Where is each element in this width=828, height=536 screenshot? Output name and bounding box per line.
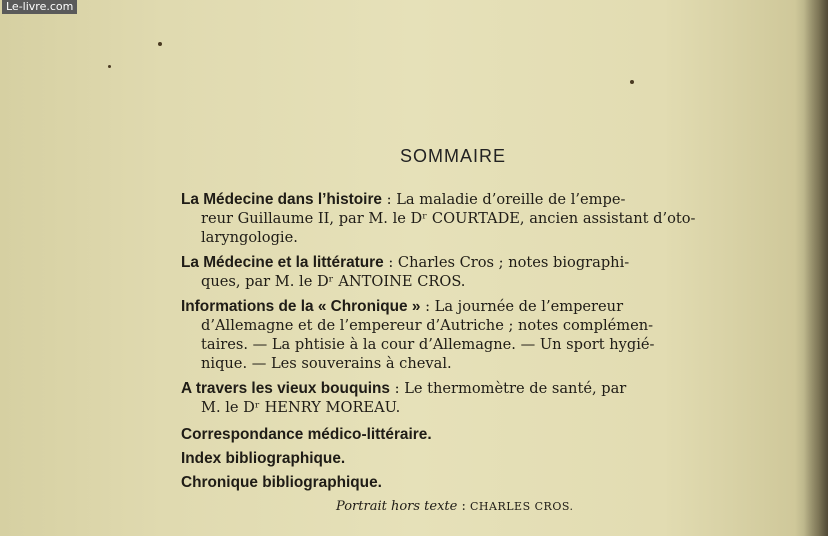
entry-text: La journée de l’empereur bbox=[434, 298, 624, 315]
contents-entry bbox=[181, 379, 741, 417]
entry-heading: La Médecine dans l’histoire bbox=[181, 191, 382, 208]
paper-speck bbox=[108, 65, 111, 68]
entry-text: Charles Cros ; notes biographi- bbox=[397, 254, 630, 271]
portrait-name: CHARLES CROS. bbox=[470, 500, 574, 513]
contents-entry bbox=[181, 297, 741, 373]
entry-heading: La Médecine et la littérature bbox=[181, 254, 384, 271]
contents-entry: Chronique bibliographique. bbox=[181, 474, 382, 491]
page-title: SOMMAIRE bbox=[400, 146, 507, 166]
contents-entry: Correspondance médico-littéraire. bbox=[181, 426, 432, 443]
contents-entry bbox=[181, 190, 741, 247]
entry-text: La maladie d’oreille de l’empe- bbox=[396, 191, 626, 208]
entry-text: Le thermomètre de santé, par bbox=[404, 380, 627, 397]
entry-separator: : bbox=[389, 380, 405, 397]
paper-speck bbox=[630, 80, 634, 84]
entry-line: laryngologie. bbox=[201, 229, 298, 246]
watermark: Le-livre.com bbox=[2, 0, 77, 14]
entry-separator: : bbox=[382, 191, 397, 208]
entry-line: reur Guillaume II, par M. le Dʳ COURTADE, ancien assistant d’oto- bbox=[201, 210, 696, 227]
portrait-label: Portrait hors texte bbox=[336, 499, 458, 514]
entry-separator: : bbox=[420, 298, 435, 315]
page-shadow-edge bbox=[804, 0, 828, 536]
entry-heading: A travers les vieux bouquins bbox=[181, 380, 390, 397]
contents-entry: Index bibliographique. bbox=[181, 450, 346, 467]
entry-heading: Informations de la « Chronique » bbox=[181, 298, 421, 315]
contents-list bbox=[181, 190, 741, 495]
entry-separator: : bbox=[383, 254, 398, 271]
entry-line: M. le Dʳ HENRY MOREAU. bbox=[201, 399, 401, 416]
portrait-separator: : bbox=[457, 499, 471, 514]
entry-line: taires. — La phtisie à la cour d’Allemagne. — Un sport hygié- bbox=[201, 336, 655, 353]
contents-entry bbox=[181, 253, 741, 291]
entry-line: ques, par M. le Dʳ ANTOINE CROS. bbox=[201, 273, 466, 290]
portrait-note bbox=[336, 499, 573, 514]
entry-line: nique. — Les souverains à cheval. bbox=[201, 355, 452, 372]
paper-speck bbox=[158, 42, 162, 46]
entry-line: d’Allemagne et de l’empereur d’Autriche ; notes complémen- bbox=[201, 317, 654, 334]
